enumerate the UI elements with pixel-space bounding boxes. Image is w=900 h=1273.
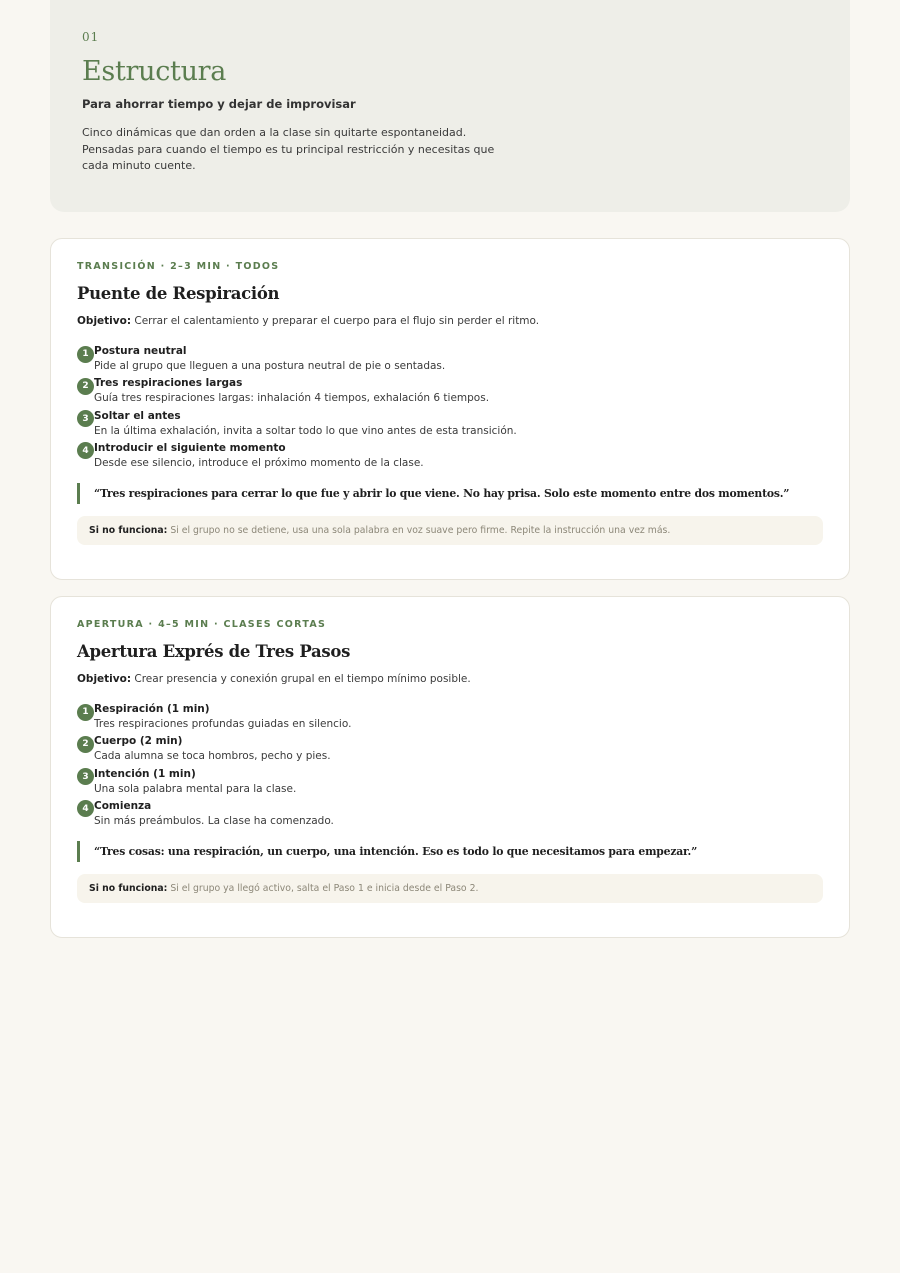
step-title: Soltar el antes [94,409,181,422]
fallback-label: Si no funciona: [89,883,168,895]
step-item [77,734,823,766]
step-number-badge: 4 [77,800,94,817]
step-title: Tres respiraciones largas [94,377,243,390]
section-subtitle: Para ahorrar tiempo y dejar de improvisar [82,97,356,111]
step-description: Pide al grupo que lleguen a una postura neutral de pie o sentadas. [94,360,446,372]
step-item [77,344,823,376]
fallback-text: Si el grupo no se detiene, usa una sola palabra en voz suave pero firme. Repite la instrucción una vez más. [170,525,671,537]
card-meta: TRANSICIÓN · 2–3 MIN · TODOS [77,261,280,272]
step-description: Una sola palabra mental para la clase. [94,782,297,795]
step-item [77,799,823,831]
step-list [77,344,823,473]
card-objective [77,673,823,685]
objective-label: Objetivo: [77,673,132,685]
card-title: Puente de Respiración [77,284,280,303]
step-description: Cada alumna se toca hombros, pecho y pies. [94,750,331,763]
activity-card-breathing-bridge [50,238,850,580]
section-title: Estructura [82,56,227,87]
objective-text: Cerrar el calentamiento y preparar el cuerpo para el flujo sin perder el ritmo. [134,315,540,327]
fallback-text: Si el grupo ya llegó activo, salta el Paso 1 e inicia desde el Paso 2. [170,883,479,895]
card-quote: “Tres respiraciones para cerrar lo que fue y abrir lo que viene. No hay prisa. Solo este momento entre dos momentos.” [77,483,823,504]
step-item [77,409,823,441]
section-header [50,0,850,212]
step-number-badge: 2 [77,378,94,395]
step-number-badge: 1 [77,704,94,721]
activity-card-express-opening [50,596,850,938]
fallback-note [77,516,823,545]
step-number-badge: 3 [77,768,94,785]
step-item [77,441,823,473]
card-title: Apertura Exprés de Tres Pasos [77,642,351,661]
step-description: En la última exhalación, invita a soltar todo lo que vino antes de esta transición. [94,424,517,437]
step-item [77,376,823,408]
step-number-badge: 2 [77,736,94,753]
section-description: Cinco dinámicas que dan orden a la clase sin quitarte espontaneidad. Pensadas para cuando el tiempo es tu principal restricción y necesitas que cada minuto cuente. [82,126,495,172]
fallback-note [77,874,823,903]
step-description: Sin más preámbulos. La clase ha comenzado. [94,814,334,827]
step-description: Tres respiraciones profundas guiadas en silencio. [94,718,352,730]
objective-text: Crear presencia y conexión grupal en el tiempo mínimo posible. [134,673,471,685]
card-meta: APERTURA · 4–5 MIN · CLASES CORTAS [77,619,327,630]
step-item [77,702,823,734]
card-quote: “Tres cosas: una respiración, un cuerpo, una intención. Eso es todo lo que necesitamos para empezar.” [77,841,823,862]
step-title: Cuerpo (2 min) [94,735,183,748]
step-description: Desde ese silencio, introduce el próximo momento de la clase. [94,456,424,469]
step-title: Postura neutral [94,345,187,357]
step-title: Introducir el siguiente momento [94,441,286,454]
step-title: Intención (1 min) [94,767,196,780]
objective-label: Objetivo: [77,315,132,327]
step-item [77,767,823,799]
step-title: Respiración (1 min) [94,703,210,715]
fallback-label: Si no funciona: [89,525,168,537]
step-number-badge: 1 [77,346,94,363]
step-number-badge: 4 [77,442,94,459]
card-objective [77,315,823,327]
step-number-badge: 3 [77,410,94,427]
step-description: Guía tres respiraciones largas: inhalación 4 tiempos, exhalación 6 tiempos. [94,392,490,405]
step-title: Comienza [94,799,152,812]
step-list [77,702,823,831]
section-number: 01 [82,30,100,44]
